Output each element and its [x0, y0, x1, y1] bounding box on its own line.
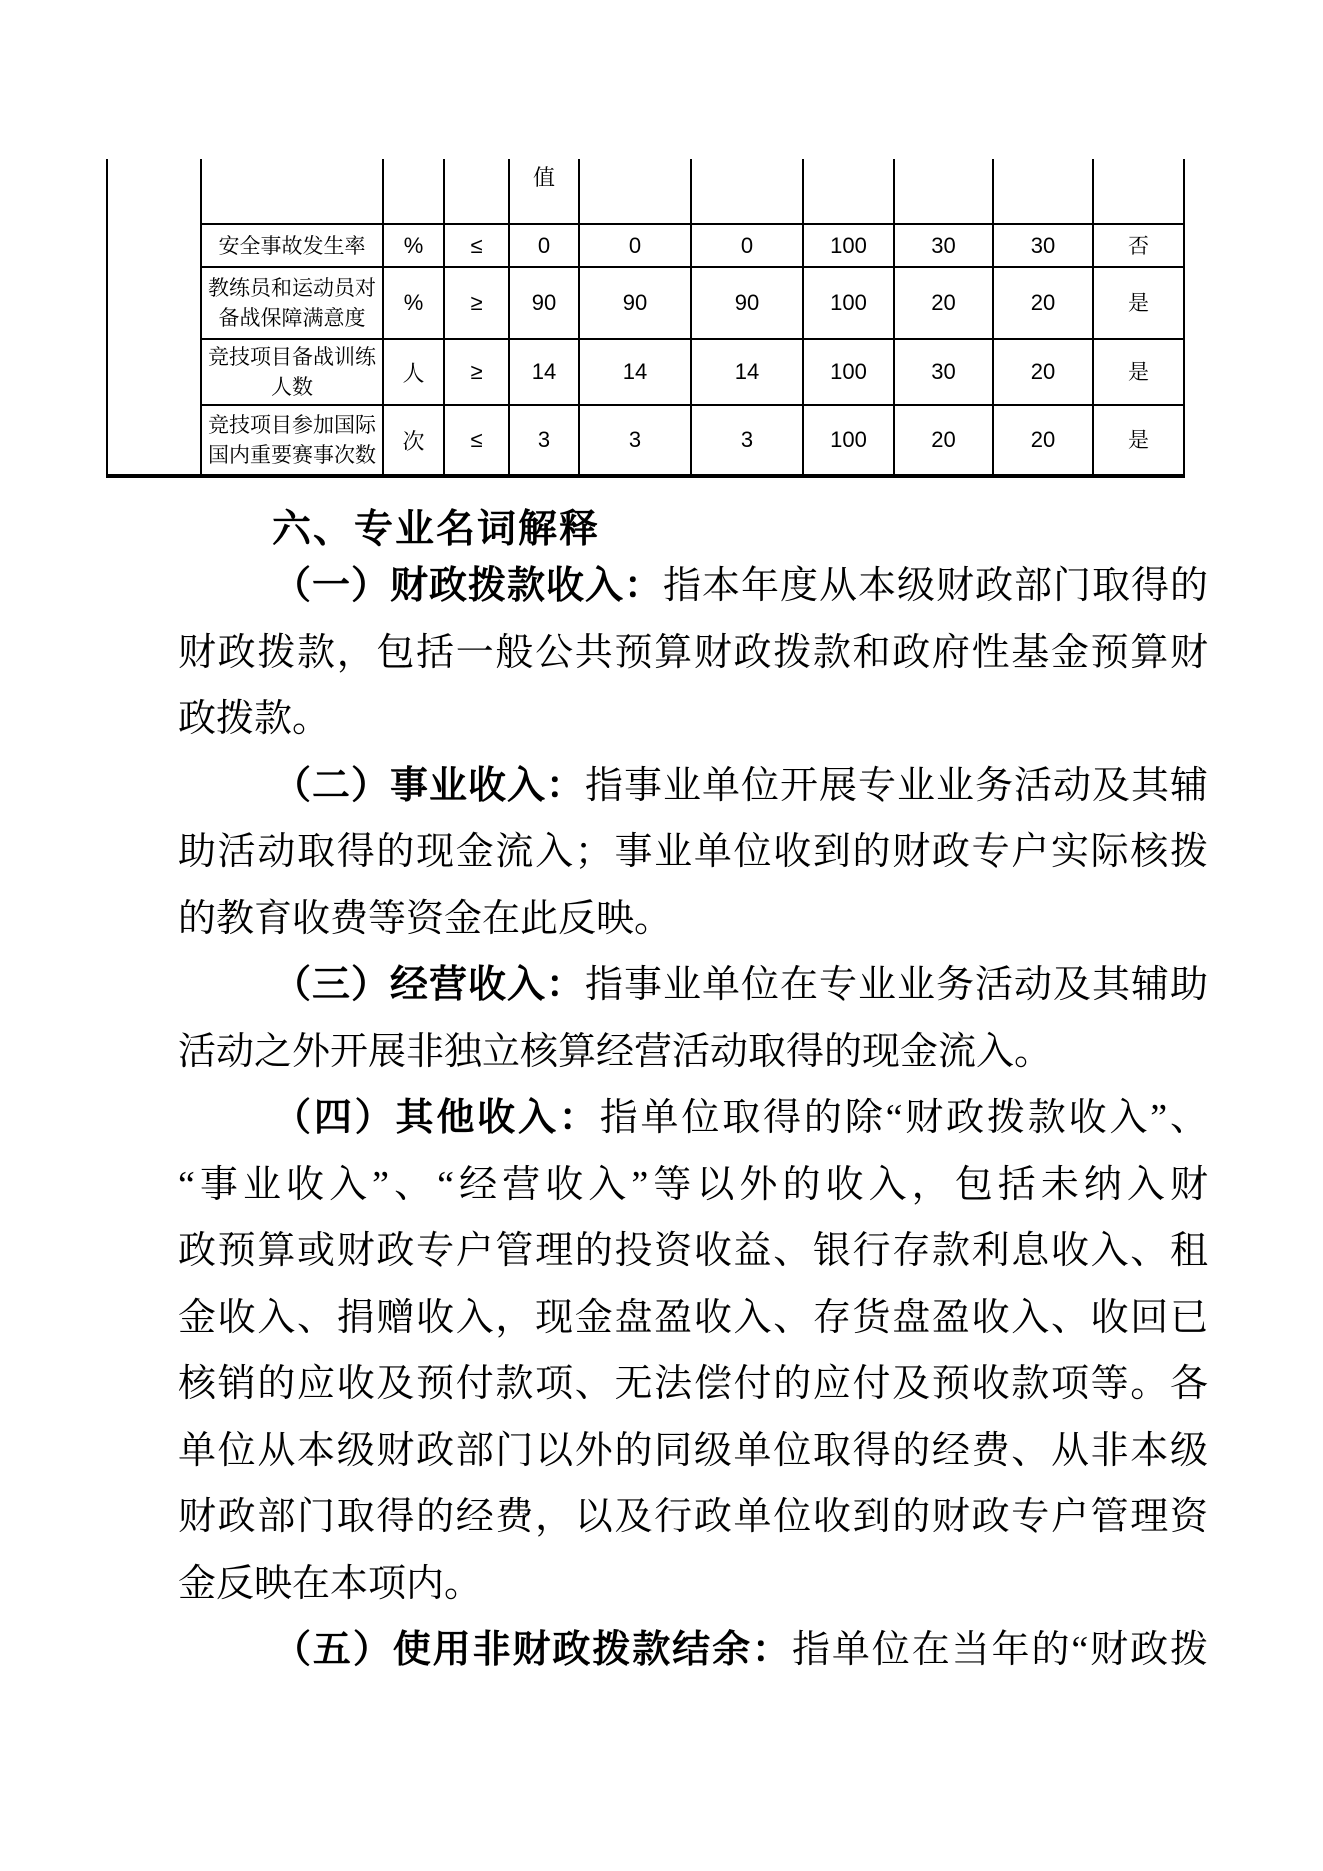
- body-line: [178, 753, 1208, 820]
- table-carryover-cell: [201, 159, 383, 224]
- table-cell: ≤: [444, 405, 509, 476]
- table-cell: 竞技项目参加国际 国内重要赛事次数: [201, 405, 383, 476]
- table-merged-empty-cell: [107, 159, 201, 476]
- table-cell: 是: [1093, 405, 1184, 476]
- body-line: [178, 1285, 1208, 1352]
- table-cell: 是: [1093, 267, 1184, 339]
- table-cell: 20: [894, 267, 993, 339]
- body-text: [178, 553, 1208, 1684]
- table-cell: 20: [993, 405, 1093, 476]
- body-line: [178, 1019, 1208, 1086]
- section-heading: 六、专业名词解释: [272, 508, 601, 551]
- table-cell: %: [383, 267, 444, 339]
- table-cell: 30: [894, 224, 993, 267]
- table-cell: 是: [1093, 339, 1184, 405]
- table-cell: %: [383, 224, 444, 267]
- table-cell: 90: [691, 267, 803, 339]
- table-cell: ≤: [444, 224, 509, 267]
- table-cell: 安全事故发生率: [201, 224, 383, 267]
- body-line: [178, 886, 1208, 953]
- table-cell: 20: [894, 405, 993, 476]
- body-run: 助活动取得的现金流入；事业单位收到的财政专户实际核拨: [178, 831, 1208, 873]
- body-line: [178, 553, 1208, 620]
- indicator-table-body: [107, 159, 1184, 476]
- term-bold: （三）经营收入：: [273, 964, 585, 1006]
- term-bold: （五）使用非财政拨款结余：: [273, 1629, 792, 1671]
- body-run: 金反映在本项内。: [178, 1562, 483, 1605]
- table-cell: 14: [691, 339, 803, 405]
- table-carryover-cell: [993, 159, 1093, 224]
- table-cell: 3: [509, 405, 579, 476]
- table-cell: 20: [993, 339, 1093, 405]
- body-line: [178, 819, 1208, 886]
- table-cell: 20: [993, 267, 1093, 339]
- body-run: 指事业单位开展专业业务活动及其辅: [585, 764, 1208, 807]
- table-cell: ≥: [444, 339, 509, 405]
- body-run: 财政拨款，包括一般公共预算财政拨款和政府性基金预算财: [178, 631, 1208, 674]
- body-run: 政预算或财政专户管理的投资收益、银行存款利息收入、租: [178, 1230, 1208, 1272]
- table-cell: 3: [579, 405, 691, 476]
- body-run: 指单位取得的除“财政拨款收入”、: [599, 1097, 1208, 1139]
- term-bold: （一）财政拨款收入：: [273, 565, 663, 607]
- body-run: 核销的应收及预付款项、无法偿付的应付及预收款项等。各: [178, 1363, 1208, 1405]
- table-cell: 14: [579, 339, 691, 405]
- body-line: [178, 1418, 1208, 1485]
- table-cell: 3: [691, 405, 803, 476]
- body-run: 政拨款。: [178, 698, 331, 740]
- table-cell: 90: [509, 267, 579, 339]
- table-cell: 30: [993, 224, 1093, 267]
- table-cell: 30: [894, 339, 993, 405]
- table-cell: 100: [803, 339, 894, 405]
- term-bold: （四）其他收入：: [273, 1097, 600, 1139]
- body-run: 指单位在当年的“财政拨: [791, 1629, 1208, 1671]
- table-cell: 0: [509, 224, 579, 267]
- table-cell: 0: [691, 224, 803, 267]
- body-line: [178, 1484, 1208, 1551]
- body-run: 财政部门取得的经费，以及行政单位收到的财政专户管理资: [178, 1496, 1208, 1538]
- body-run: 指本年度从本级财政部门取得的: [663, 565, 1208, 607]
- body-line: [178, 1085, 1208, 1152]
- body-line: [178, 1551, 1208, 1618]
- table-cell: ≥: [444, 267, 509, 339]
- table-cell: 100: [803, 224, 894, 267]
- body-line: [178, 952, 1208, 1019]
- body-line: [178, 1152, 1208, 1219]
- table-cell: 90: [579, 267, 691, 339]
- body-line: [178, 1351, 1208, 1418]
- body-run: 活动之外开展非独立核算经营活动取得的现金流入。: [178, 1030, 1053, 1073]
- body-line: [178, 1617, 1208, 1684]
- indicator-table: [106, 159, 1185, 478]
- table-carryover-cell: [803, 159, 894, 224]
- body-line: [178, 686, 1208, 753]
- body-run: 指事业单位在专业业务活动及其辅助: [585, 964, 1208, 1006]
- table-carryover-cell: [1093, 159, 1184, 224]
- table-cell: 次: [383, 405, 444, 476]
- body-run: 的教育收费等资金在此反映。: [178, 897, 673, 940]
- body-run: 单位从本级财政部门以外的同级单位取得的经费、从非本级: [178, 1429, 1208, 1472]
- table-cell: 否: [1093, 224, 1184, 267]
- body-run: “事业收入”、“经营收入”等以外的收入，包括未纳入财: [178, 1163, 1208, 1206]
- table-carryover-cell: [894, 159, 993, 224]
- table-cell: 人: [383, 339, 444, 405]
- table-cell: 100: [803, 405, 894, 476]
- table-cell: 14: [509, 339, 579, 405]
- table-carryover-cell: [691, 159, 803, 224]
- table-carryover-cell: [444, 159, 509, 224]
- body-line: [178, 620, 1208, 687]
- table-carryover-cell: 值: [509, 159, 579, 224]
- body-run: 金收入、捐赠收入，现金盘盈收入、存货盘盈收入、收回已: [178, 1296, 1208, 1339]
- body-line: [178, 1218, 1208, 1285]
- table-carryover-cell: [383, 159, 444, 224]
- term-bold: （二）事业收入：: [273, 764, 585, 807]
- table-cell: 0: [579, 224, 691, 267]
- table-cell: 教练员和运动员对 备战保障满意度: [201, 267, 383, 339]
- table-cell: 竞技项目备战训练 人数: [201, 339, 383, 405]
- table-cell: 100: [803, 267, 894, 339]
- table-carryover-cell: [579, 159, 691, 224]
